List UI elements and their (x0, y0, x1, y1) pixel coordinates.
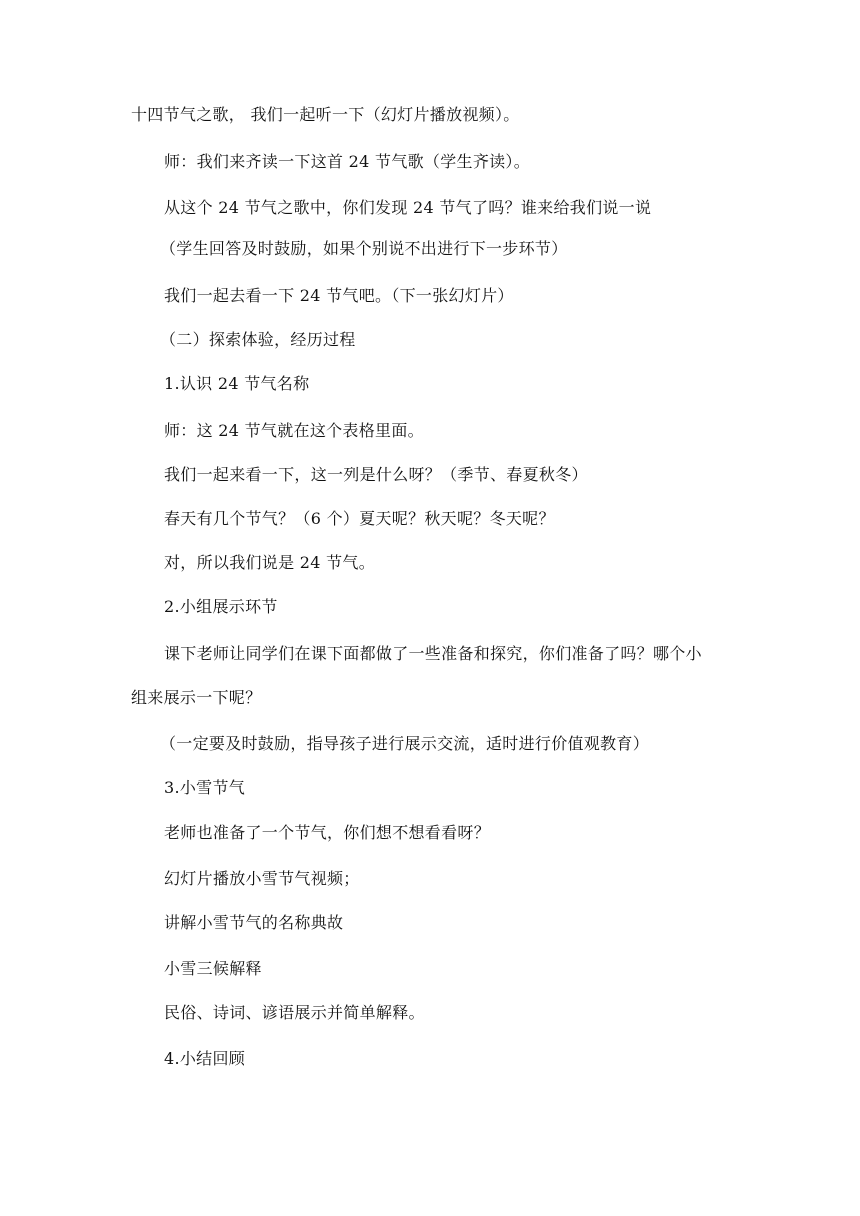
paragraph-line: （一定要及时鼓励，指导孩子进行展示交流，适时进行价值观教育） (160, 734, 650, 753)
paragraph-line: 我们一起去看一下 24 节气吧。（下一张幻灯片） (164, 286, 514, 305)
paragraph-line: 我们一起来看一下，这一列是什么呀？（季节、春夏秋冬） (164, 465, 588, 484)
paragraph-line: 民俗、诗词、谚语展示并简单解释。 (164, 1003, 425, 1022)
paragraph-line: 从这个 24 节气之歌中，你们发现 24 节气了吗？谁来给我们说一说 (164, 198, 652, 217)
subsection-heading: 3.小雪节气 (164, 778, 246, 797)
paragraph-line: （学生回答及时鼓励，如果个别说不出进行下一步环节） (160, 239, 568, 258)
paragraph-line: 老师也准备了一个节气，你们想不想看看呀？ (164, 823, 491, 842)
paragraph-line: 幻灯片播放小雪节气视频； (164, 869, 360, 888)
subsection-heading: 2.小组展示环节 (164, 597, 278, 616)
paragraph-line: 课下老师让同学们在课下面都做了一些准备和探究，你们准备了吗？哪个小 (164, 644, 702, 663)
paragraph-line: 师：我们来齐读一下这首 24 节气歌（学生齐读）。 (164, 152, 531, 171)
paragraph-line: 小雪三候解释 (164, 959, 262, 978)
paragraph-line: 对，所以我们说是 24 节气。 (164, 553, 376, 572)
paragraph-line: 十四节气之歌， 我们一起听一下（幻灯片播放视频）。 (131, 105, 520, 124)
subsection-heading: 4.小结回顾 (164, 1049, 246, 1068)
paragraph-line: 师：这 24 节气就在这个表格里面。 (164, 421, 424, 440)
paragraph-line: 讲解小雪节气的名称典故 (164, 913, 344, 932)
paragraph-line: 春天有几个节气？（6 个）夏天呢？秋天呢？冬天呢？ (164, 509, 555, 528)
subsection-heading: 1.认识 24 节气名称 (164, 374, 310, 393)
paragraph-line: 组来展示一下呢？ (131, 688, 262, 707)
section-heading: （二）探索体验，经历过程 (160, 330, 356, 349)
